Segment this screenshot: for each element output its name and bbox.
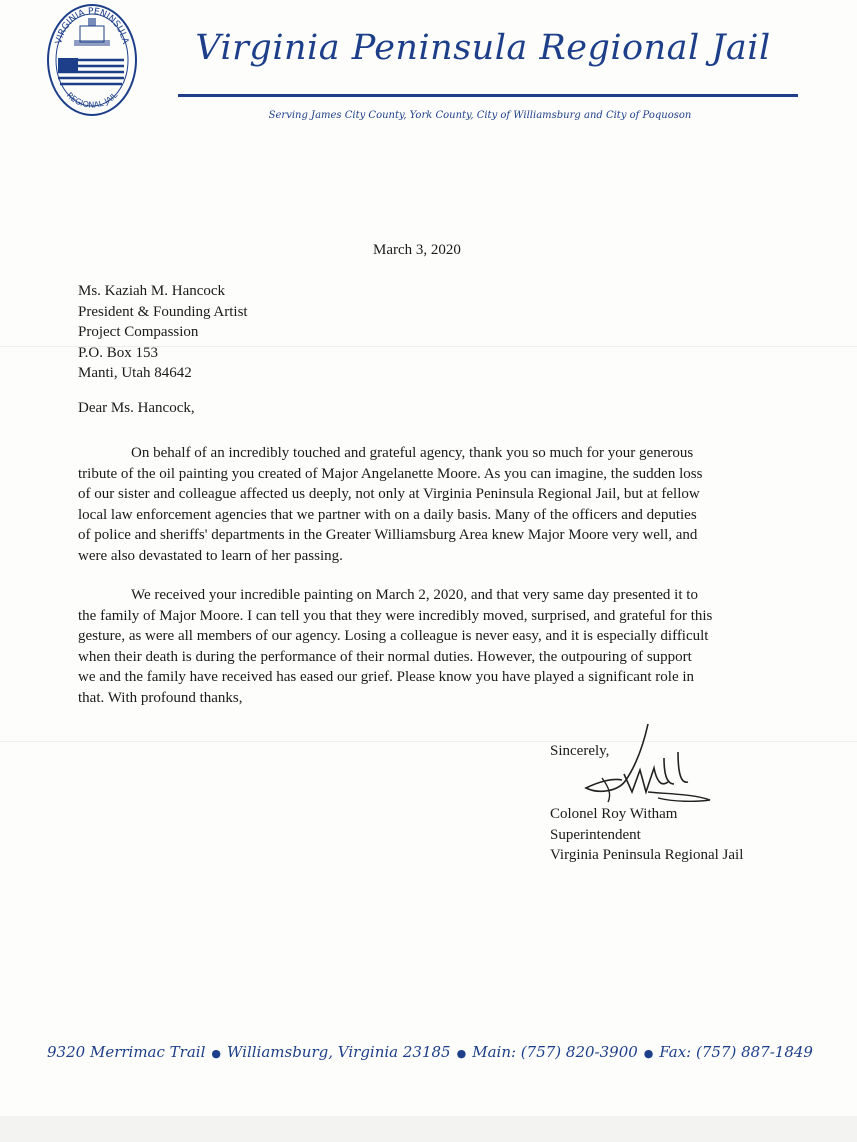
salutation: Dear Ms. Hancock,	[78, 400, 195, 416]
letterhead-subtitle: Serving James City County, York County, City of Williamsburg and City of Poquoson	[268, 110, 692, 121]
paragraph-line: of police and sheriffs' departments in the Greater Williamsburg Area knew Major Moore very well, and	[78, 527, 698, 543]
handwritten-signature	[578, 722, 718, 810]
bullet-separator: ●	[456, 1047, 467, 1060]
signer-block	[550, 804, 743, 866]
paragraph-line: that. With profound thanks,	[78, 689, 243, 706]
closing: Sincerely,	[550, 743, 610, 759]
paragraph-line: when their death is during the performance of their normal duties. However, the outpouring of support	[78, 648, 692, 665]
recipient-name: Ms. Kaziah M. Hancock	[78, 283, 226, 299]
page-bottom-edge	[0, 1116, 857, 1142]
letterhead-rule	[178, 94, 798, 97]
paragraph-line: On behalf of an incredibly touched and grateful agency, thank you so much for your generous	[131, 445, 694, 461]
paragraph-line: We received your incredible painting on March 2, 2020, and that very same day presented it to	[131, 587, 698, 603]
footer-fax: Fax: (757) 887-1849	[659, 1043, 813, 1061]
recipient-address	[78, 281, 248, 384]
footer-city-address: Williamsburg, Virginia 23185	[227, 1043, 451, 1061]
paragraph-line: gesture, as were all members of our agency. Losing a colleague is never easy, and it is especially difficult	[78, 628, 709, 644]
paragraph-line: of our sister and colleague affected us deeply, not only at Virginia Peninsula Regional Jail, but at fellow	[78, 486, 700, 502]
paragraph-line: local law enforcement agencies that we partner with on a daily basis. Many of the officers and deputies	[78, 506, 697, 523]
signer-name: Colonel Roy Witham	[550, 806, 678, 822]
recipient-po-box: P.O. Box 153	[78, 344, 159, 361]
footer-main-phone: Main: (757) 820-3900	[472, 1043, 638, 1061]
recipient-title: President & Founding Artist	[78, 303, 248, 320]
svg-text:REGIONAL JAIL: REGIONAL JAIL	[64, 90, 120, 110]
body-paragraph-2	[78, 585, 768, 708]
paragraph-line: the family of Major Moore. I can tell you that they were incredibly moved, surprised, and grateful for this	[78, 607, 713, 624]
signer-title: Superintendent	[550, 826, 641, 843]
jail-seal-logo	[44, 2, 139, 120]
paper-fold-line	[0, 741, 857, 742]
bullet-separator: ●	[211, 1047, 221, 1060]
body-paragraph-1	[78, 443, 768, 566]
footer-street-address: 9320 Merrimac Trail	[47, 1043, 206, 1061]
signer-organization: Virginia Peninsula Regional Jail	[550, 847, 744, 863]
letter-date: March 3, 2020	[373, 242, 461, 258]
letterhead-title: Virginia Peninsula Regional Jail	[195, 28, 771, 68]
paragraph-line: were also devastated to learn of her passing.	[78, 547, 343, 564]
recipient-organization: Project Compassion	[78, 324, 199, 340]
bullet-separator: ●	[643, 1047, 654, 1060]
recipient-city-state-zip: Manti, Utah 84642	[78, 365, 192, 381]
paragraph-line: we and the family have received has eased our grief. Please know you have played a significant role in	[78, 669, 695, 685]
letterhead-footer	[40, 1043, 820, 1061]
svg-text:VIRGINIA PENINSULA: VIRGINIA PENINSULA	[54, 6, 130, 46]
paragraph-line: tribute of the oil painting you created of Major Angelanette Moore. As you can imagine, the sudden loss	[78, 465, 703, 482]
